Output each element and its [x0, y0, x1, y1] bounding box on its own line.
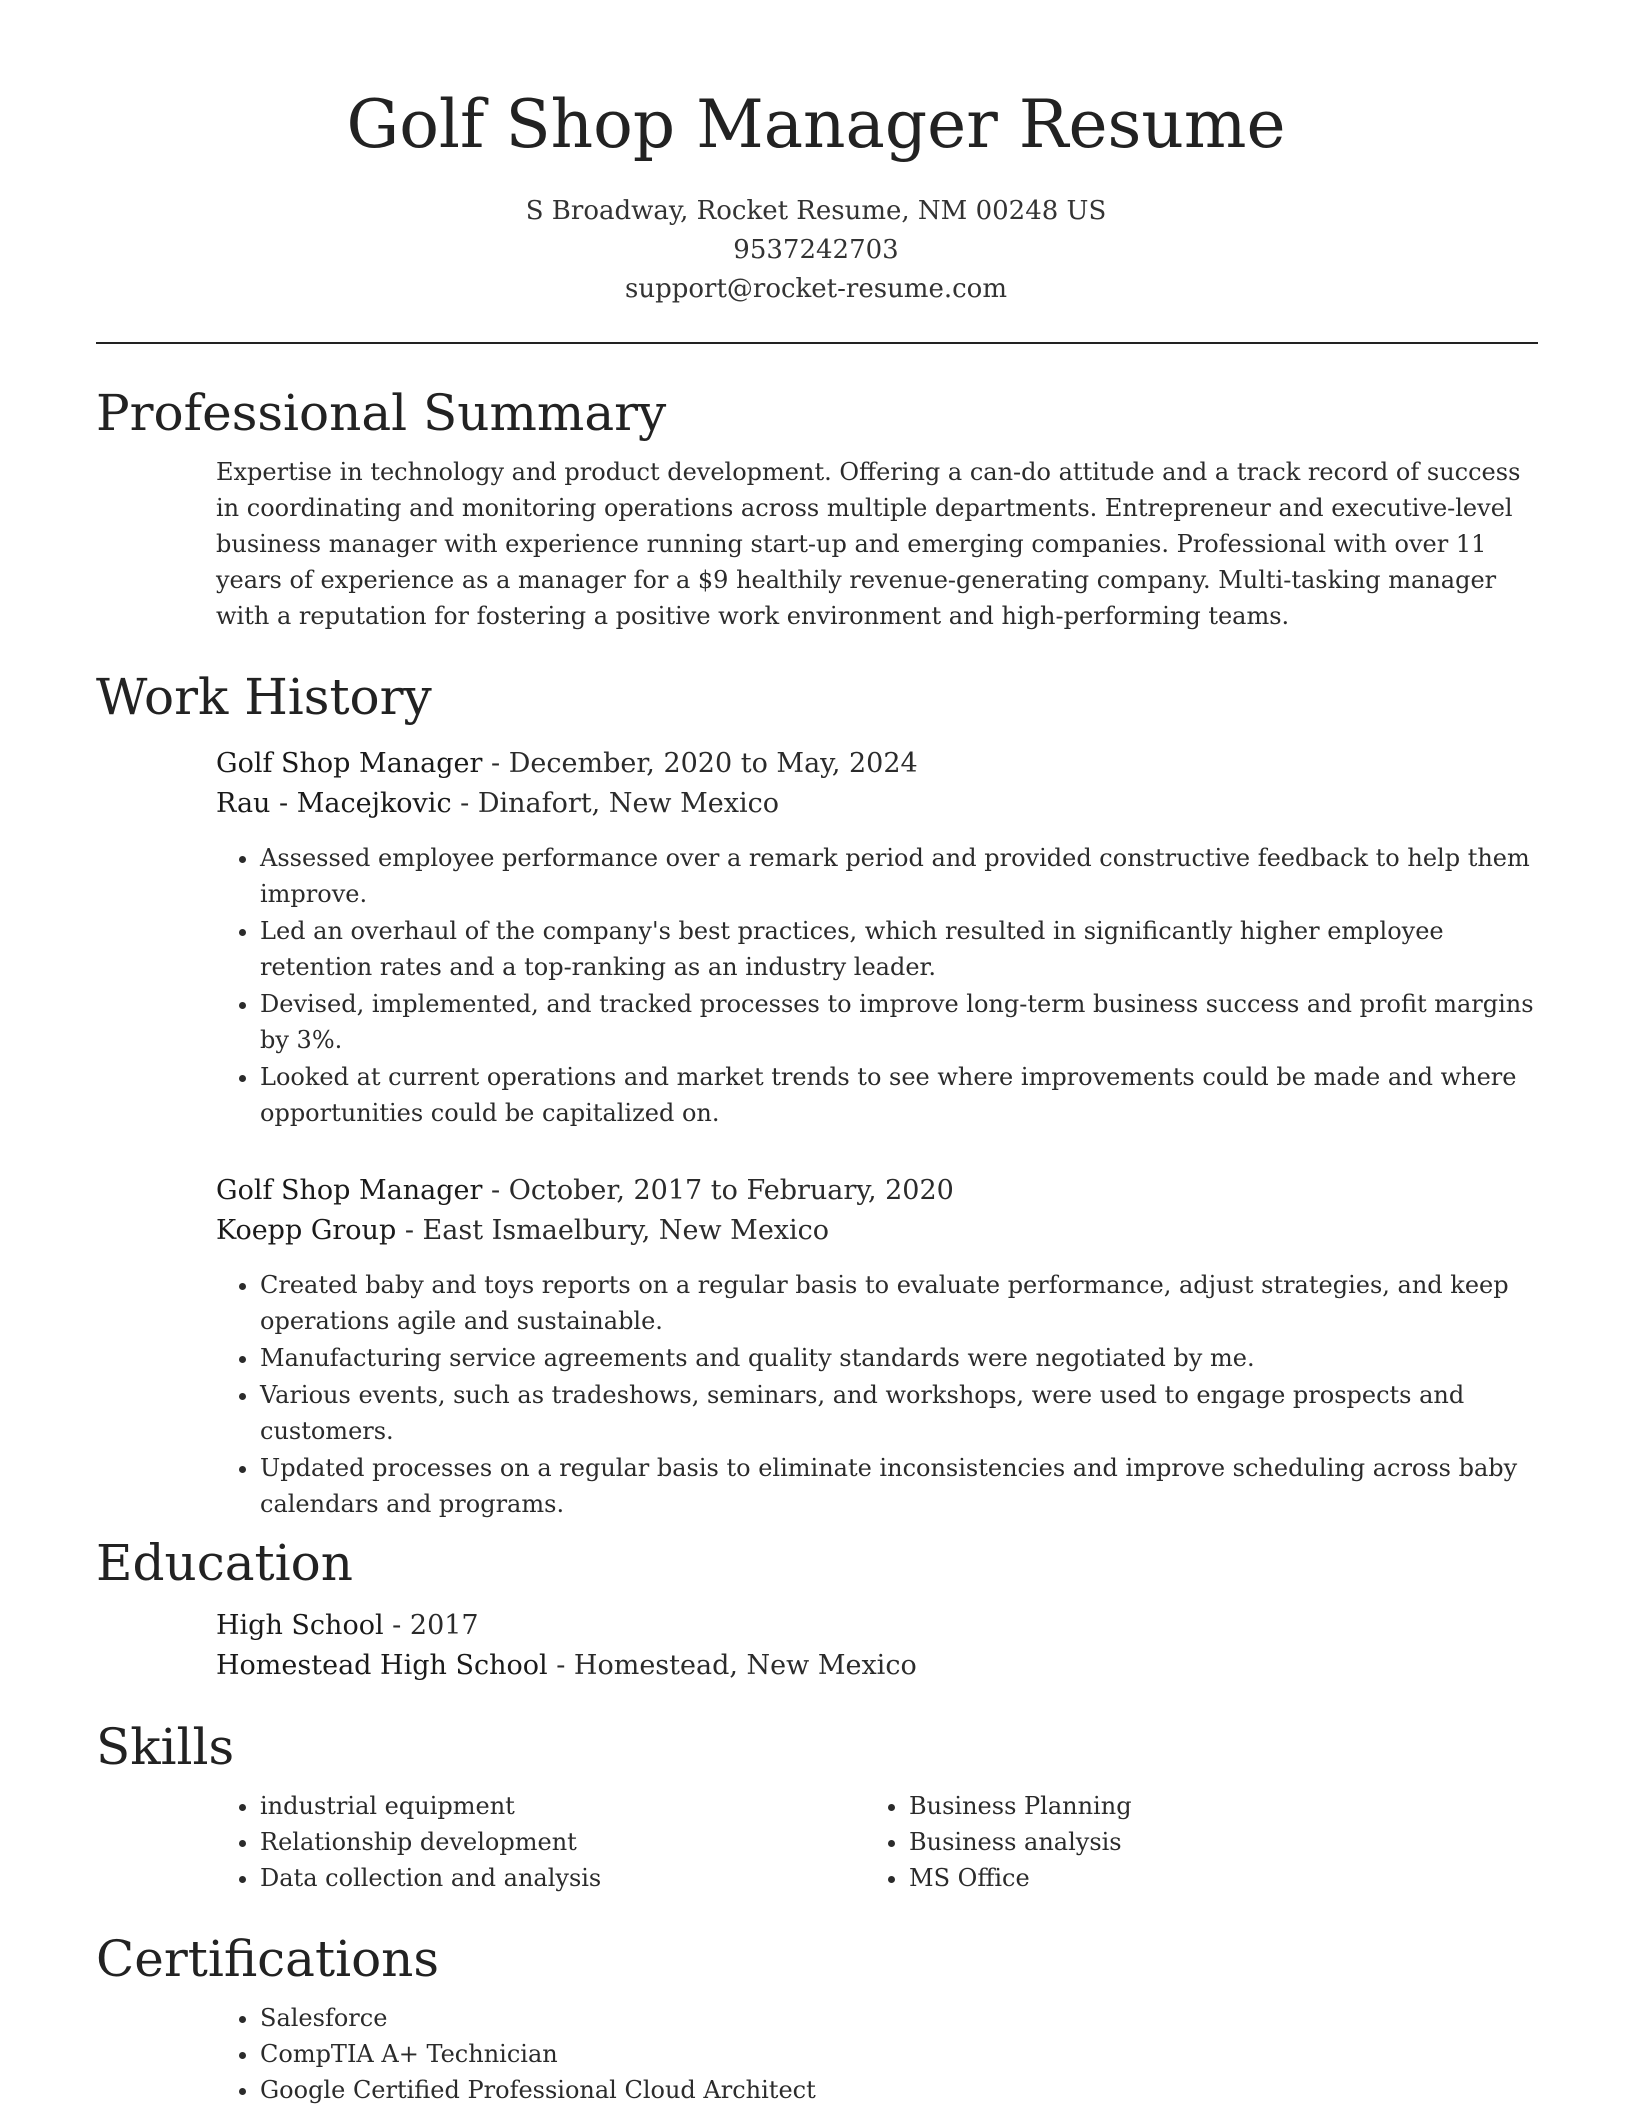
- education-location: Homestead, New Mexico: [573, 1650, 917, 1681]
- job-company: Koepp Group: [216, 1215, 397, 1246]
- summary-section: [96, 380, 1538, 634]
- list-item: • industrial equipment: [260, 1788, 865, 1824]
- summary-heading: Professional Summary: [96, 384, 667, 442]
- education-school-line: Homestead High School - Homestead, New Mexico: [216, 1650, 917, 1681]
- resume-title: Golf Shop Manager Resume: [346, 86, 1286, 163]
- list-item: • Created baby and toys reports on a regular basis to evaluate performance, adjust strategies, and keep operations agile and sustainable.: [260, 1267, 1538, 1339]
- list-item: • Devised, implemented, and tracked processes to improve long-term business success and profit margins by 3%.: [260, 986, 1538, 1058]
- job-title: Golf Shop Manager: [216, 1175, 483, 1206]
- job-location: East Ismaelbury, New Mexico: [422, 1215, 830, 1246]
- job-title-line: Golf Shop Manager - December, 2020 to May, 2024: [216, 748, 918, 779]
- list-item: • Looked at current operations and market trends to see where improvements could be made and where opportunities could be capitalized on.: [260, 1059, 1538, 1131]
- header-divider: [96, 342, 1538, 344]
- list-item: • MS Office: [909, 1860, 1514, 1896]
- job-bullets: [216, 1267, 1538, 1522]
- job-entry: [216, 1171, 1538, 1522]
- list-item: • Assessed employee performance over a remark period and provided constructive feedback to help them improve.: [260, 840, 1538, 912]
- summary-text: Expertise in technology and product development. Offering a can-do attitude and a track record of success in coordinating and monitoring operations across multiple departments. Entrepreneur and executive-level business manager with experience running start-up and emerging companies. Professional with over 11 years of experience as a manager for a $9 healthily revenue-generating company. Multi-tasking manager with a reputation for fostering a positive work environment and high-performing teams.: [216, 458, 1521, 630]
- list-item: • Led an overhaul of the company's best practices, which resulted in significantly higher employee retention rates and a top-ranking as an industry leader.: [260, 913, 1538, 985]
- contact-block: [0, 192, 1632, 309]
- list-item: • Salesforce: [260, 2000, 1538, 2036]
- job-company: Rau - Macejkovic: [216, 788, 452, 819]
- skills-section: [96, 1714, 1538, 1896]
- job-dates: December, 2020 to May, 2024: [508, 748, 918, 779]
- job-bullets: [216, 840, 1538, 1131]
- list-item: • CompTIA A+ Technician: [260, 2036, 1538, 2072]
- email: support@rocket-resume.com: [624, 274, 1007, 304]
- work-history-section: [96, 664, 1538, 1523]
- skills-heading: Skills: [96, 1718, 235, 1776]
- education-degree-line: High School - 2017: [216, 1610, 479, 1641]
- skills-grid: [216, 1788, 1538, 1896]
- skills-list-right: [865, 1788, 1514, 1896]
- education-heading: Education: [96, 1534, 353, 1592]
- job-title: Golf Shop Manager: [216, 748, 483, 779]
- education-year: 2017: [409, 1610, 479, 1641]
- list-item: • Various events, such as tradeshows, seminars, and workshops, were used to engage prospects and customers.: [260, 1377, 1538, 1449]
- education-degree: High School: [216, 1610, 384, 1641]
- job-location: Dinafort, New Mexico: [477, 788, 779, 819]
- list-item: • Data collection and analysis: [260, 1860, 865, 1896]
- education-section: [96, 1530, 1538, 1686]
- certifications-heading: Certifications: [96, 1930, 440, 1988]
- certifications-section: [96, 1926, 1538, 2108]
- job-entry: [216, 744, 1538, 1131]
- phone: 9537242703: [733, 235, 899, 265]
- work-history-heading: Work History: [96, 668, 432, 726]
- skills-list-left: [216, 1788, 865, 1896]
- job-title-line: Golf Shop Manager - October, 2017 to February, 2020: [216, 1175, 954, 1206]
- list-item: • Manufacturing service agreements and quality standards were negotiated by me.: [260, 1340, 1538, 1376]
- job-company-line: Koepp Group - East Ismaelbury, New Mexico: [216, 1215, 830, 1246]
- list-item: • Updated processes on a regular basis to eliminate inconsistencies and improve scheduling across baby calendars and programs.: [260, 1450, 1538, 1522]
- certifications-list: [216, 2000, 1538, 2108]
- list-item: • Business analysis: [909, 1824, 1514, 1860]
- list-item: • Business Planning: [909, 1788, 1514, 1824]
- job-company-line: Rau - Macejkovic - Dinafort, New Mexico: [216, 788, 779, 819]
- education-school: Homestead High School: [216, 1650, 548, 1681]
- list-item: • Google Certified Professional Cloud Architect: [260, 2072, 1538, 2108]
- list-item: • Relationship development: [260, 1824, 865, 1860]
- job-dates: October, 2017 to February, 2020: [508, 1175, 954, 1206]
- address: S Broadway, Rocket Resume, NM 00248 US: [525, 196, 1107, 226]
